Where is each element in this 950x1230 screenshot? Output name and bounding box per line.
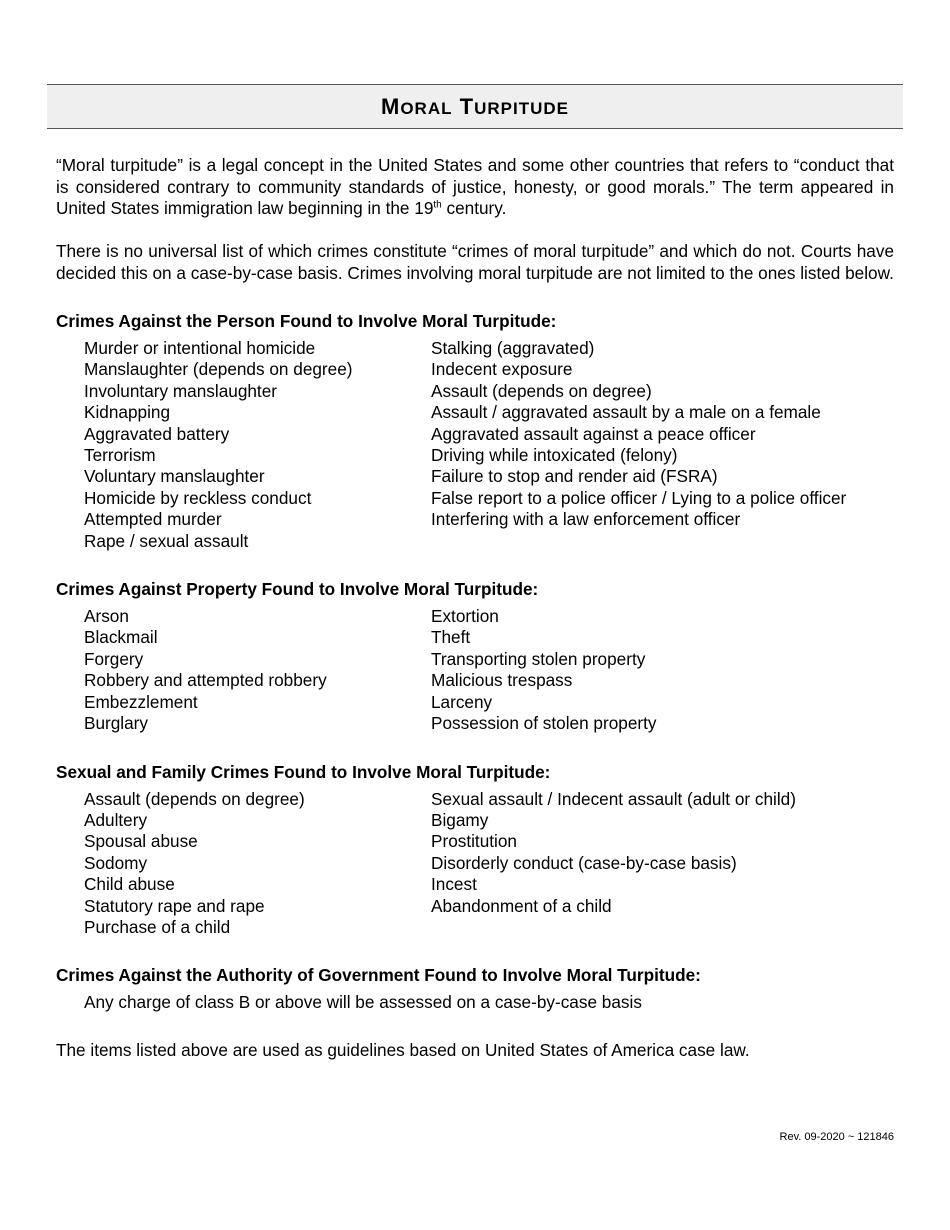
intro-p1-end: century. <box>441 198 507 218</box>
list-item: Extortion <box>431 606 499 627</box>
list-item: Adultery <box>84 809 148 830</box>
list-item: Prostitution <box>431 831 517 852</box>
list-item: Theft <box>431 627 471 648</box>
list-column <box>84 789 431 939</box>
list-item: Stalking (aggravated) <box>431 338 595 358</box>
list-item: Burglary <box>84 713 148 734</box>
list-item: Driving while intoxicated (felony) <box>431 445 678 466</box>
section-heading: Sexual and Family Crimes Found to Involve Moral Turpitude: <box>56 761 551 782</box>
revision-code: Rev. 09-2020 ~ 121846 <box>779 1131 894 1143</box>
list-item: Forgery <box>84 648 144 669</box>
list-item: Arson <box>84 606 129 627</box>
list-item: Embezzlement <box>84 691 198 712</box>
list-item: Voluntary manslaughter <box>84 466 265 487</box>
intro-paragraph-1 <box>56 155 894 220</box>
list-item: Robbery and attempted robbery <box>84 670 327 691</box>
section-heading: Crimes Against Property Found to Involve Moral Turpitude: <box>56 579 539 600</box>
list-item: Rape / sexual assault <box>84 530 249 551</box>
list-item: Kidnapping <box>84 402 171 423</box>
list-column <box>84 606 431 734</box>
list-item: Assault (depends on degree) <box>431 380 652 401</box>
list-item: Spousal abuse <box>84 831 198 852</box>
list-item: Failure to stop and render aid (FSRA) <box>431 466 718 487</box>
list-item: Indecent exposure <box>431 359 573 380</box>
list-item: Possession of stolen property <box>431 713 657 734</box>
list-column <box>84 338 431 552</box>
list-item: Assault (depends on degree) <box>84 788 305 809</box>
list-item: Aggravated battery <box>84 423 230 444</box>
list-item: Incest <box>431 874 477 895</box>
list-item: Terrorism <box>84 445 156 466</box>
closing-statement: The items listed above are used as guidelines based on United States of America case law. <box>56 1039 750 1060</box>
section-family <box>56 761 894 939</box>
list-item: Murder or intentional homicide <box>84 338 316 358</box>
list-item: Attempted murder <box>84 509 222 530</box>
list-column <box>431 789 894 939</box>
list-item: Transporting stolen property <box>431 648 646 669</box>
list-item: Purchase of a child <box>84 916 231 937</box>
list-item: Blackmail <box>84 627 158 648</box>
list-item: False report to a police officer / Lying to a police officer <box>431 487 847 508</box>
list-item: Child abuse <box>84 874 175 895</box>
intro-p1-superscript: th <box>433 199 442 211</box>
list-item: Larceny <box>431 691 493 712</box>
intro-p1-text: “Moral turpitude” is a legal concept in the United States and some other countries that refers to “conduct that is considered contrary to community standards of justice, honesty, or good morals.” The term appeared in United States immigration law beginning in the 19 <box>56 155 894 218</box>
title-initial-2: T <box>459 93 475 119</box>
list-item: Sodomy <box>84 852 148 873</box>
list-item: Manslaughter (depends on degree) <box>84 359 353 380</box>
title-banner <box>47 84 903 129</box>
section-heading: Crimes Against the Person Found to Involve Moral Turpitude: <box>56 311 557 331</box>
list-item: Disorderly conduct (case-by-case basis) <box>431 852 737 873</box>
title-rest-1: ORAL <box>400 98 453 118</box>
list-item: Aggravated assault against a peace officer <box>431 423 756 444</box>
section-heading: Crimes Against the Authority of Government Found to Involve Moral Turpitude: <box>56 965 701 986</box>
section-person <box>56 310 894 552</box>
list-item: Sexual assault / Indecent assault (adult or child) <box>431 788 796 809</box>
section-government <box>56 964 894 1013</box>
list-item: Abandonment of a child <box>431 895 612 916</box>
list-item: Bigamy <box>431 809 489 830</box>
government-text: Any charge of class B or above will be assessed on a case-by-case basis <box>84 992 642 1013</box>
section-property <box>56 578 894 734</box>
intro-paragraph-2: There is no universal list of which crimes constitute “crimes of moral turpitude” and which do not. Courts have decided this on a case-by-case basis. Crimes involving moral turpitude are not limited to the ones listed below. <box>56 241 894 283</box>
list-column <box>431 338 894 552</box>
title-initial-1: M <box>381 93 401 119</box>
list-item: Homicide by reckless conduct <box>84 487 312 508</box>
page-title <box>381 94 569 120</box>
list-item: Assault / aggravated assault by a male on a female <box>431 402 821 423</box>
list-item: Interfering with a law enforcement officer <box>431 509 741 530</box>
list-item: Malicious trespass <box>431 670 573 691</box>
list-item: Statutory rape and rape <box>84 895 265 916</box>
list-column <box>431 606 894 734</box>
list-item: Involuntary manslaughter <box>84 380 277 401</box>
title-rest-2: URPITUDE <box>474 98 569 118</box>
document-body <box>56 155 894 1061</box>
